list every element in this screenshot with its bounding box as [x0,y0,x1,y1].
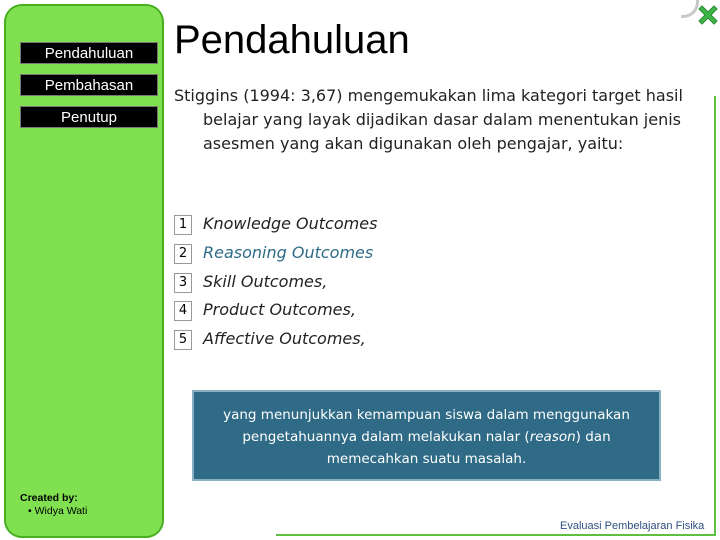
nav-button-pendahuluan[interactable]: Pendahuluan [20,42,158,64]
frame-line-right [714,96,716,536]
frame-line-bottom [276,534,716,536]
list-item-text: Reasoning Outcomes [203,242,374,262]
footer-text: Evaluasi Pembelajaran Fisika [560,520,705,532]
list-number: 4 [174,301,192,321]
list-number: 1 [174,215,192,235]
list-item-text: Product Outcomes, [203,300,356,320]
list-item-text: Knowledge Outcomes [203,214,378,233]
list-number: 2 [174,244,192,264]
nav-button-pembahasan[interactable]: Pembahasan [20,74,158,96]
credits-author [20,505,87,518]
credits-bullet: • [28,505,32,517]
close-icon[interactable] [695,2,720,28]
callout-emphasis: reason [529,429,576,445]
list-item-text: Skill Outcomes, [203,271,328,291]
list-item-text: Affective Outcomes, [203,329,366,349]
credits [20,492,87,518]
callout-box [192,390,661,481]
callout-text-end: ) dan memecahkan suatu masalah. [326,429,611,467]
credits-name: Widya Wati [34,505,88,517]
credits-title: Created by: [20,492,78,504]
sidebar [4,4,164,538]
list-number: 5 [174,330,192,350]
slide-title: Pendahuluan [174,18,410,62]
callout-text: yang menunjukkan kemampuan siswa dalam menggunakan pengetahuannya dalam melakukan nalar ( [223,407,630,445]
list-number: 3 [174,273,192,293]
nav-button-penutup[interactable]: Penutup [20,106,158,128]
intro-paragraph: Stiggins (1994: 3,67) mengemukakan lima kategori target hasil belajar yang layak dijadikan dasar dalam menentukan jenis asesmen yang akan digunakan oleh pengajar, yaitu: [174,86,683,153]
